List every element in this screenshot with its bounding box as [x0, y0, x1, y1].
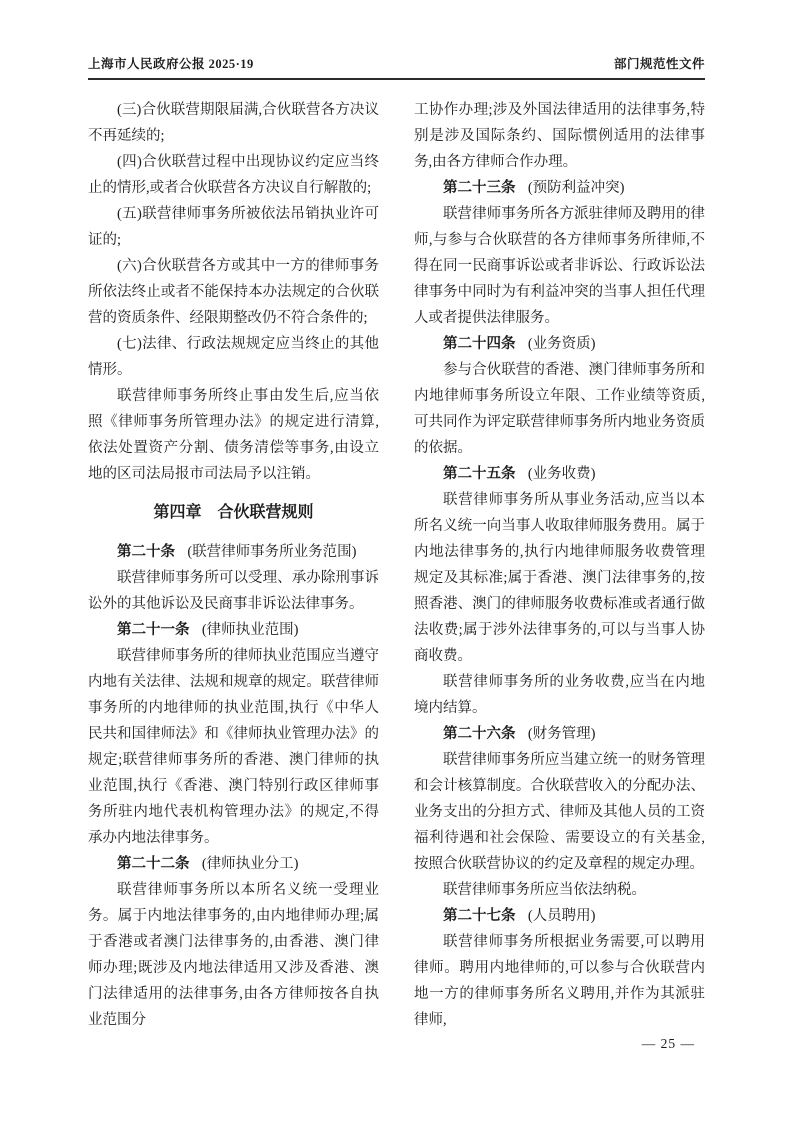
article-heading [88, 851, 379, 877]
article-number: 第二十三条 [443, 180, 516, 196]
article-heading [414, 461, 705, 487]
article-title: (律师执业分工) [201, 856, 299, 872]
article-title: (业务资质) [527, 336, 596, 352]
paragraph: 联营律师事务所应当依法纳税。 [443, 882, 646, 898]
article-heading [414, 175, 705, 201]
article-heading [88, 539, 379, 565]
page-header [88, 54, 705, 72]
page-footer [642, 1036, 695, 1052]
paragraph: 联营律师事务所的业务收费,应当在内地境内结算。 [414, 674, 705, 716]
page-content [88, 97, 705, 1033]
paragraph: 联营律师事务所从事业务活动,应当以本所名义统一向当事人收取律师服务费用。属于内地法律事务的,执行内地律师服务收费管理规定及其标准;属于香港、澳门法律事务的,按照香港、澳门的律师服务收费标准或者通行做法收费;属于涉外法律事务的,可以与当事人协商收费。 [414, 492, 705, 664]
header-gazette-title: 上海市人民政府公报 2025·19 [88, 57, 254, 71]
paragraph: (六)合伙联营各方或其中一方的律师事务所依法终止或者不能保持本办法规定的合伙联营的资质条件、经限期整改仍不符合条件的; [88, 258, 379, 326]
header-section-label: 部门规范性文件 [613, 57, 705, 71]
paragraph: 联营律师事务所可以受理、承办除刑事诉讼外的其他诉讼及民商事非诉讼法律事务。 [88, 570, 379, 612]
article-title: (业务收费) [527, 466, 596, 482]
article-number: 第二十四条 [443, 336, 516, 352]
article-title: (人员聘用) [527, 908, 596, 924]
paragraph: 联营律师事务所以本所名义统一受理业务。属于内地法律事务的,由内地律师办理;属于香港或者澳门法律事务的,由香港、澳门律师办理;既涉及内地法律适用又涉及香港、澳门法律适用的法律事务,由各方律师按各自执业范围分 [88, 882, 379, 1028]
paragraph: 参与合伙联营的香港、澳门律师事务所和内地律师事务所设立年限、工作业绩等资质,可共同作为评定联营律师事务所内地业务资质的依据。 [414, 362, 705, 456]
paragraph: (三)合伙联营期限届满,合伙联营各方决议不再延续的; [88, 102, 379, 144]
paragraph: 工协作办理;涉及外国法律适用的法律事务,特别是涉及国际条约、国际惯例适用的法律事务,由各方律师合作办理。 [414, 102, 705, 170]
paragraph: 联营律师事务所应当建立统一的财务管理和会计核算制度。合伙联营收入的分配办法、业务支出的分担方式、律师及其他人员的工资福利待遇和社会保险、需要设立的有关基金,按照合伙联营协议的约定及章程的规定办理。 [414, 752, 705, 872]
article-title: (律师执业范围) [201, 622, 299, 638]
header-rule-divider [88, 78, 705, 80]
article-title: (预防利益冲突) [527, 180, 625, 196]
paragraph: 联营律师事务所根据业务需要,可以聘用律师。聘用内地律师的,可以参与合伙联营内地一方的律师事务所名义聘用,并作为其派驻律师, [414, 934, 705, 1028]
chapter-heading: 第四章 合伙联营规则 [153, 504, 314, 521]
article-heading [88, 617, 379, 643]
article-number: 第二十条 [117, 544, 175, 560]
article-heading [414, 331, 705, 357]
article-number: 第二十二条 [117, 856, 190, 872]
paragraph: (七)法律、行政法规规定应当终止的其他情形。 [88, 336, 379, 378]
paragraph: (四)合伙联营过程中出现协议约定应当终止的情形,或者合伙联营各方决议自行解散的; [88, 154, 379, 196]
right-column [414, 97, 705, 1033]
paragraph: 联营律师事务所各方派驻律师及聘用的律师,与参与合伙联营的各方律师事务所律师,不得在同一民商事诉讼或者非诉讼、行政诉讼法律事务中同时为有利益冲突的当事人担任代理人或者提供法律服务。 [414, 206, 705, 326]
article-heading [414, 903, 705, 929]
article-number: 第二十五条 [443, 466, 516, 482]
article-heading [414, 721, 705, 747]
paragraph: (五)联营律师事务所被依法吊销执业许可证的; [88, 206, 379, 248]
article-number: 第二十六条 [443, 726, 516, 742]
article-number: 第二十七条 [443, 908, 516, 924]
article-title: (财务管理) [527, 726, 596, 742]
paragraph: 联营律师事务所的律师执业范围应当遵守内地有关法律、法规和规章的规定。联营律师事务所的内地律师的执业范围,执行《中华人民共和国律师法》和《律师执业管理办法》的规定;联营律师事务所的香港、澳门律师的执业范围,执行《香港、澳门特别行政区律师事务所驻内地代表机构管理办法》的规定,不得承办内地法律事务。 [88, 648, 379, 846]
page-number: — 25 — [641, 1036, 695, 1051]
left-column [88, 97, 379, 1033]
article-number: 第二十一条 [117, 622, 190, 638]
paragraph: 联营律师事务所终止事由发生后,应当依照《律师事务所管理办法》的规定进行清算,依法处置资产分割、债务清偿等事务,由设立地的区司法局报市司法局予以注销。 [88, 388, 379, 482]
article-title: (联营律师事务所业务范围) [187, 544, 357, 560]
